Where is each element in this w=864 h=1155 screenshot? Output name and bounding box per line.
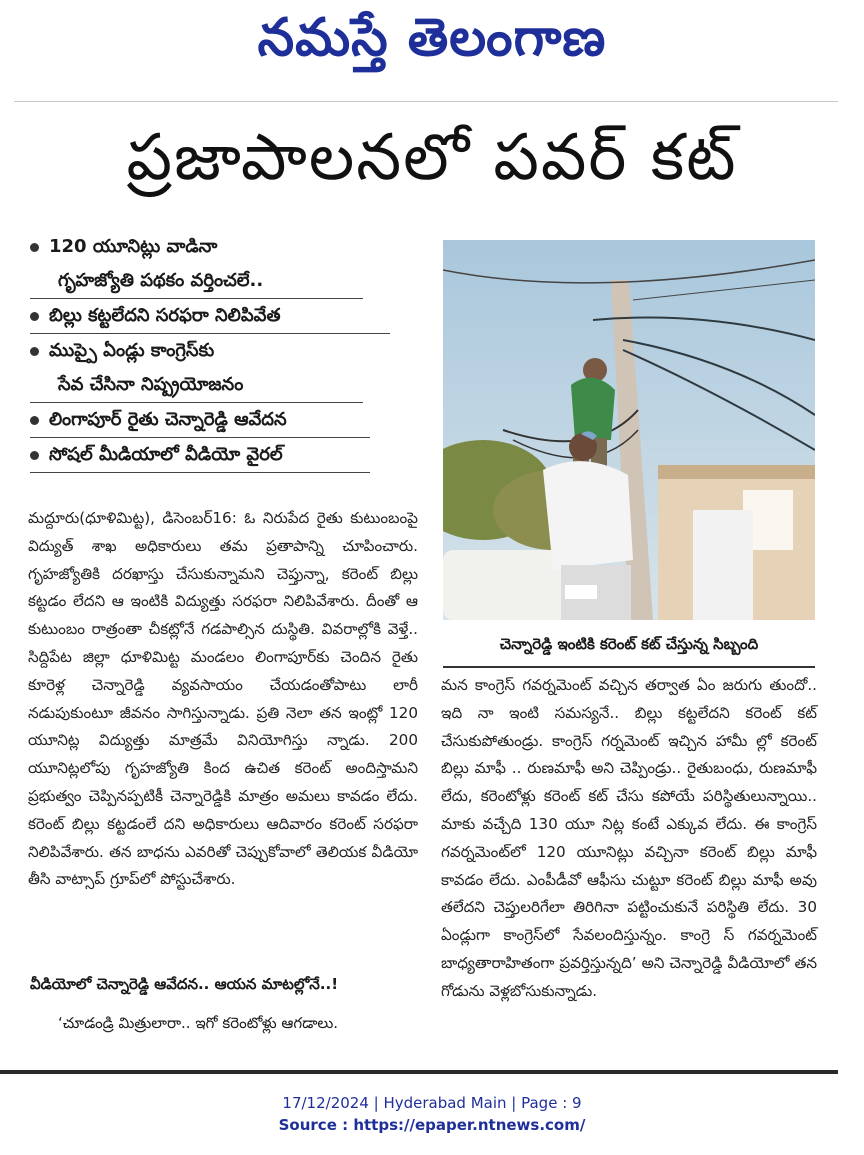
bottom-divider: [0, 1070, 838, 1074]
highlight-item: సేవ చేసినా నిష్ప్రయోజనం: [30, 368, 363, 403]
highlight-item: ముప్పై ఏండ్లు కాంగ్రెస్‌కు: [30, 334, 350, 368]
source-link[interactable]: Source : https://epaper.ntnews.com/: [278, 1116, 586, 1134]
bullet-icon: [30, 451, 39, 460]
article-body-left: [28, 505, 418, 894]
article-body-right: [441, 672, 817, 1006]
electric-pole-photo: [443, 240, 815, 620]
top-divider: [14, 101, 838, 102]
caption-divider: [443, 666, 815, 668]
quote-start: ‘చూడండ్రి మిత్రులారా.. ఇగో కరెంటోళ్లు ఆగడాలు.: [58, 1014, 339, 1032]
bullet-icon: [30, 243, 39, 252]
news-photo: [443, 240, 815, 620]
highlight-item: 120 యూనిట్లు వాడినా: [30, 230, 350, 264]
article-paragraph: మద్దూరు(ధూళిమిట్ట), డిసెంబర్16: ఓ నిరుపేద రైతు కుటుంబంపై విద్యుత్ శాఖ అధికారులు తమ ప్రతాపాన్ని చూపించారు. గృహజ్యోతికి దరఖాస్తు చేసుకున్నామని చెప్తున్నా, కరెంట్ బిల్లు కట్టడం లేదని ఆ ఇంటికి విద్యుత్తు సరఫరా నిలిపివేశారు. దీంతో ఆ కుటుంబం రాత్రంతా చీకట్లోనే గడపాల్సిన దుస్థితి. వివరాల్లోకి వెళ్తే.. సిద్దిపేట జిల్లా ధూళిమిట్ట మండలం లింగాపూర్‌కు చెందిన రైతు కూరెళ్ల చెన్నారెడ్డి వ్యవసాయం చేయడంతోపాటు లారీ నడుపుకుంటూ జీవనం సాగిస్తున్నాడు. ప్రతి నెలా తన ఇంట్లో 120 యూనిట్ల విద్యుత్తు మాత్రమే వినియోగిస్తు న్నాడు. 200 యూనిట్లలోపు గృహజ్యోతి కింద ఉచిత కరెంట్ అందిస్తామని ప్రభుత్వం చెప్పినప్పటికీ చెన్నారెడ్డికి మాత్రం అమలు కావడం లేదు. కరెంట్ బిల్లు కట్టడంలే దని అధికారులు ఆదివారం కరెంట్ సరఫరా నిలిపివేశారు. తన బాధను ఎవరితో చెప్పుకోవాలో తెలియక వీడియో తీసి వాట్సాప్ గ్రూప్‌లో పోస్టుచేశారు.: [28, 509, 418, 889]
bullet-icon: [30, 347, 39, 356]
article-headline: ప్రజాపాలనలో పవర్ కట్: [126, 121, 738, 195]
highlight-item: బిల్లు కట్టలేదని సరఫరా నిలిపివేత: [30, 299, 390, 334]
bullet-icon: [30, 416, 39, 425]
article-subheading: వీడియోలో చెన్నారెడ్డి ఆవేదన.. ఆయన మాటల్లోనే..!: [30, 975, 339, 993]
photo-caption: చెన్నారెడ్డి ఇంటికి కరెంట్ కట్ చేస్తున్న సిబ్బంది: [499, 635, 759, 653]
bullet-icon: [30, 312, 39, 321]
highlight-item: సోషల్ మీడియాలో వీడియో వైరల్: [30, 438, 370, 473]
highlight-item: గృహజ్యోతి పథకం వర్తించలే..: [30, 264, 363, 299]
article-paragraph: మన కాంగ్రెస్ గవర్నమెంట్ వచ్చిన తర్వాత ఏం జరుగు తుందో.. ఇది నా ఇంటి సమస్యనే.. బిల్లు కట్టలేదని కరెంట్ కట్ చేసుకుపోతుండ్రు. కాంగ్రెస్ గర్నమెంట్ ఇచ్చిన హామీ ల్లో కరెంట్ బిల్లు మాఫీ .. రుణమాఫీ అని చెప్పిండ్రు.. రైతుబంధు, రుణమాఫీ లేదు, కరెంటోళ్లు కరెంట్ కట్ చేసు కపోయే పరిస్థితులున్నాయి.. మాకు వచ్చేది 130 యూ నిట్ల కంటే ఎక్కువ లేదు. ఈ కాంగ్రెస్ గవర్నమెంట్‌లో 120 యూనిట్లు వచ్చినా కరెంట్ బిల్లు మాఫీ కావడం లేదు. ఎంపీడీవో ఆఫీసు చుట్టూ కరెంట్ బిల్లు మాఫీ అవు తలేదని చెప్తులరిగేలా తిరిగినా పట్టించుకునే పరిస్థితి లేదు. 30 ఏండ్లుగా కాంగ్రెస్‌లో సేవలందిస్తున్నం. కాంగ్రె స్ గవర్నమెంట్ బాధ్యతారాహితంగా ప్రవర్తిస్తున్నది’ అని చెన్నారెడ్డి వీడియోలో తన గోడును వెళ్లబోసుకున్నాడు.: [441, 676, 817, 1000]
highlight-item: లింగాపూర్ రైతు చెన్నారెడ్డి ఆవేదన: [30, 403, 370, 438]
edition-info: 17/12/2024 | Hyderabad Main | Page : 9: [282, 1094, 582, 1112]
newspaper-masthead: నమస్తే తెలంగాణ: [257, 8, 607, 68]
highlights-list: [30, 230, 420, 473]
